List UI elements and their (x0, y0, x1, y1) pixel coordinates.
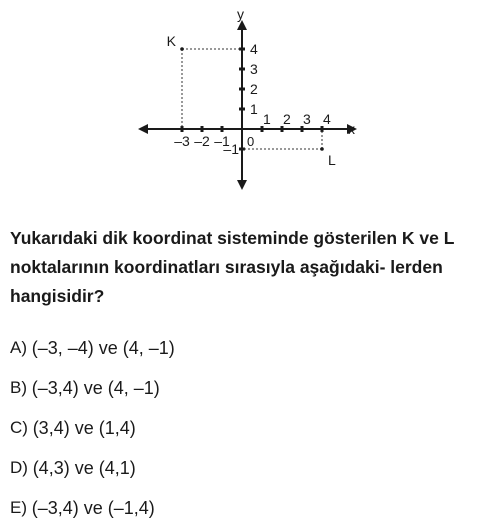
option-e-label: E) (10, 498, 27, 517)
option-c-label: C) (10, 418, 28, 437)
option-c-text: (3,4) ve (1,4) (32, 417, 136, 438)
y-tick-label-1: 1 (250, 101, 258, 117)
option-d-label: D) (10, 458, 28, 477)
option-b-label: B) (10, 378, 27, 397)
option-d[interactable] (10, 448, 480, 488)
x-tick-label-neg1: –1 (214, 133, 230, 149)
x-axis-label: x (348, 121, 355, 137)
point-k-label: K (166, 33, 176, 49)
y-tick-label-3: 3 (250, 61, 258, 77)
x-tick-label-neg3: –3 (174, 133, 190, 149)
coordinate-diagram (0, 0, 497, 210)
option-b[interactable] (10, 368, 480, 408)
point-k (180, 47, 184, 51)
option-a-text: (–3, –4) ve (4, –1) (31, 337, 175, 358)
origin-label: 0 (247, 134, 255, 149)
option-a[interactable] (10, 328, 480, 368)
question-text: Yukarıdaki dik koordinat sisteminde gösterilen K ve L noktalarının koordinatları sırasıyla aşağıdaki- lerden hangisidir? (10, 228, 455, 306)
y-tick-label-4: 4 (250, 41, 258, 57)
point-l-label: L (328, 152, 336, 168)
option-b-text: (–3,4) ve (4, –1) (31, 377, 160, 398)
y-tick-label-neg1: –1 (223, 141, 239, 157)
y-tick-label-2: 2 (250, 81, 258, 97)
option-a-label: A) (10, 338, 27, 357)
x-tick-label-1: 1 (263, 111, 271, 127)
option-e[interactable] (10, 488, 480, 528)
answer-options (10, 328, 480, 528)
x-tick-label-3: 3 (303, 111, 311, 127)
point-k-guide (182, 49, 242, 129)
option-e-text: (–3,4) ve (–1,4) (31, 497, 155, 518)
point-l (320, 147, 324, 151)
y-axis-label: y (237, 6, 244, 22)
x-tick-label-4: 4 (323, 111, 331, 127)
x-tick-label-neg2: –2 (194, 133, 210, 149)
option-c[interactable] (10, 408, 480, 448)
option-d-text: (4,3) ve (4,1) (32, 457, 136, 478)
x-tick-label-2: 2 (283, 111, 291, 127)
